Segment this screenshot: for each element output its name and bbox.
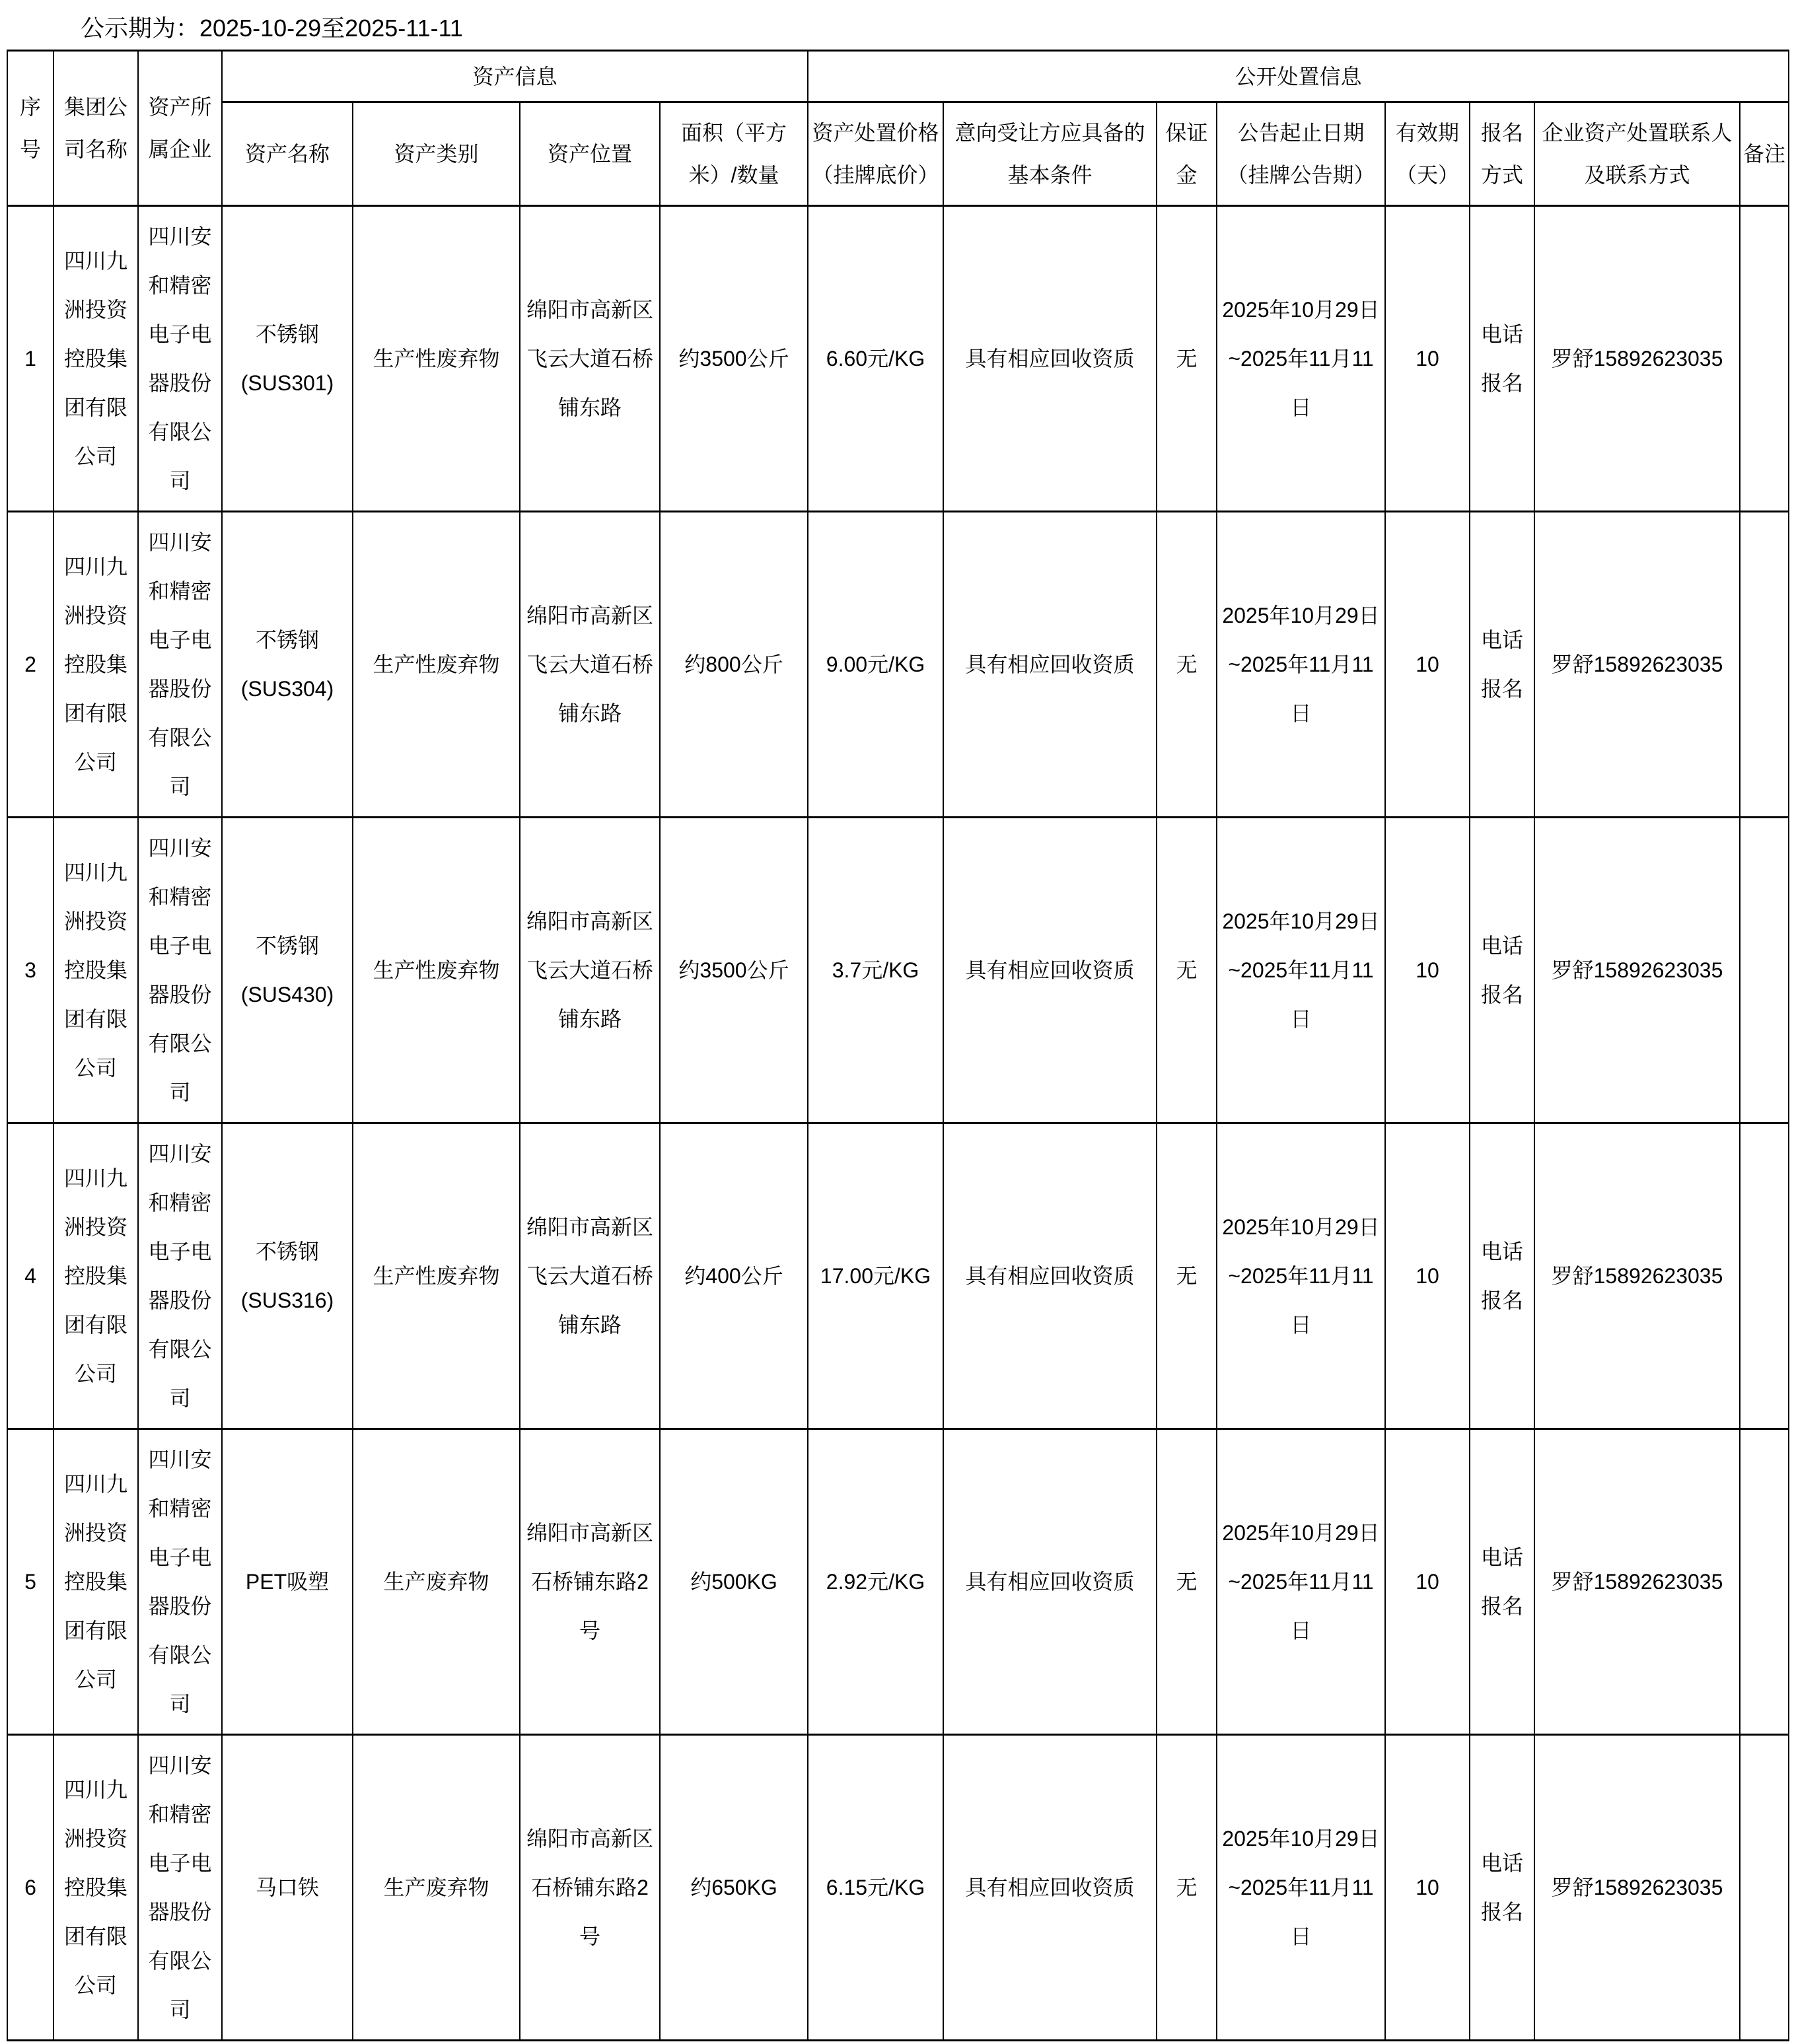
cell-asset-name: PET吸塑 xyxy=(222,1429,353,1735)
table-row xyxy=(7,1123,1789,1429)
col-price: 资产处置价格（挂牌底价） xyxy=(808,102,943,206)
cell-signup: 电话报名 xyxy=(1470,1429,1534,1735)
cell-validity: 10 xyxy=(1385,1735,1470,2041)
table-body xyxy=(7,206,1789,2041)
cell-signup: 电话报名 xyxy=(1470,512,1534,818)
cell-asset-name: 不锈钢(SUS304) xyxy=(222,512,353,818)
cell-asset-type: 生产性废弃物 xyxy=(353,206,520,512)
table-row xyxy=(7,512,1789,818)
table-header xyxy=(7,51,1789,206)
col-asset-location: 资产位置 xyxy=(520,102,660,206)
cell-signup: 电话报名 xyxy=(1470,206,1534,512)
cell-deposit: 无 xyxy=(1157,206,1217,512)
cell-deposit: 无 xyxy=(1157,1735,1217,2041)
col-asset-type: 资产类别 xyxy=(353,102,520,206)
cell-group-company: 四川九洲投资控股集团有限公司 xyxy=(54,1123,138,1429)
cell-price: 17.00元/KG xyxy=(808,1123,943,1429)
cell-asset-type: 生产性废弃物 xyxy=(353,818,520,1123)
cell-remark xyxy=(1740,818,1789,1123)
cell-group-company: 四川九洲投资控股集团有限公司 xyxy=(54,1735,138,2041)
cell-seq: 6 xyxy=(7,1735,54,2041)
cell-owner-company: 四川安和精密电子电器股份有限公司 xyxy=(138,206,222,512)
cell-remark xyxy=(1740,1123,1789,1429)
cell-asset-location: 绵阳市高新区飞云大道石桥铺东路 xyxy=(520,818,660,1123)
cell-remark xyxy=(1740,1429,1789,1735)
page-title: 公示期为：2025-10-29至2025-11-11 xyxy=(81,15,463,42)
cell-seq: 1 xyxy=(7,206,54,512)
cell-price: 6.60元/KG xyxy=(808,206,943,512)
table-row xyxy=(7,818,1789,1123)
cell-notice-period: 2025年10月29日~2025年11月11日 xyxy=(1217,1123,1385,1429)
cell-area-qty: 约3500公斤 xyxy=(660,818,808,1123)
cell-validity: 10 xyxy=(1385,1123,1470,1429)
cell-asset-name: 不锈钢(SUS316) xyxy=(222,1123,353,1429)
cell-seq: 4 xyxy=(7,1123,54,1429)
cell-seq: 3 xyxy=(7,818,54,1123)
cell-contact: 罗舒15892623035 xyxy=(1534,1735,1740,2041)
cell-area-qty: 约500KG xyxy=(660,1429,808,1735)
cell-conditions: 具有相应回收资质 xyxy=(943,512,1157,818)
notice-table xyxy=(7,50,1789,2041)
cell-conditions: 具有相应回收资质 xyxy=(943,206,1157,512)
col-contact: 企业资产处置联系人及联系方式 xyxy=(1534,102,1740,206)
cell-deposit: 无 xyxy=(1157,512,1217,818)
cell-area-qty: 约400公斤 xyxy=(660,1123,808,1429)
cell-signup: 电话报名 xyxy=(1470,1735,1534,2041)
cell-contact: 罗舒15892623035 xyxy=(1534,1429,1740,1735)
cell-notice-period: 2025年10月29日~2025年11月11日 xyxy=(1217,206,1385,512)
table-row xyxy=(7,1735,1789,2041)
cell-deposit: 无 xyxy=(1157,818,1217,1123)
cell-validity: 10 xyxy=(1385,206,1470,512)
cell-group-company: 四川九洲投资控股集团有限公司 xyxy=(54,1429,138,1735)
cell-owner-company: 四川安和精密电子电器股份有限公司 xyxy=(138,512,222,818)
cell-asset-type: 生产性废弃物 xyxy=(353,512,520,818)
cell-asset-name: 不锈钢(SUS430) xyxy=(222,818,353,1123)
cell-seq: 2 xyxy=(7,512,54,818)
cell-asset-name: 马口铁 xyxy=(222,1735,353,2041)
col-signup: 报名方式 xyxy=(1470,102,1534,206)
group-asset-info: 资产信息 xyxy=(222,51,808,102)
cell-contact: 罗舒15892623035 xyxy=(1534,1123,1740,1429)
cell-conditions: 具有相应回收资质 xyxy=(943,1123,1157,1429)
cell-signup: 电话报名 xyxy=(1470,1123,1534,1429)
cell-deposit: 无 xyxy=(1157,1123,1217,1429)
cell-notice-period: 2025年10月29日~2025年11月11日 xyxy=(1217,1735,1385,2041)
cell-remark xyxy=(1740,206,1789,512)
cell-contact: 罗舒15892623035 xyxy=(1534,206,1740,512)
cell-area-qty: 约3500公斤 xyxy=(660,206,808,512)
col-asset-name: 资产名称 xyxy=(222,102,353,206)
cell-owner-company: 四川安和精密电子电器股份有限公司 xyxy=(138,1123,222,1429)
group-disposal-info: 公开处置信息 xyxy=(808,51,1789,102)
col-validity: 有效期（天） xyxy=(1385,102,1470,206)
cell-conditions: 具有相应回收资质 xyxy=(943,818,1157,1123)
cell-price: 2.92元/KG xyxy=(808,1429,943,1735)
cell-remark xyxy=(1740,1735,1789,2041)
cell-validity: 10 xyxy=(1385,512,1470,818)
cell-seq: 5 xyxy=(7,1429,54,1735)
cell-owner-company: 四川安和精密电子电器股份有限公司 xyxy=(138,818,222,1123)
cell-price: 6.15元/KG xyxy=(808,1735,943,2041)
cell-conditions: 具有相应回收资质 xyxy=(943,1429,1157,1735)
header-group-row xyxy=(7,51,1789,102)
cell-area-qty: 约800公斤 xyxy=(660,512,808,818)
cell-deposit: 无 xyxy=(1157,1429,1217,1735)
cell-asset-location: 绵阳市高新区飞云大道石桥铺东路 xyxy=(520,1123,660,1429)
col-area-qty: 面积（平方米）/数量 xyxy=(660,102,808,206)
cell-owner-company: 四川安和精密电子电器股份有限公司 xyxy=(138,1429,222,1735)
header-sub-row xyxy=(7,102,1789,206)
cell-signup: 电话报名 xyxy=(1470,818,1534,1123)
cell-notice-period: 2025年10月29日~2025年11月11日 xyxy=(1217,818,1385,1123)
col-conditions: 意向受让方应具备的基本条件 xyxy=(943,102,1157,206)
table-row xyxy=(7,206,1789,512)
cell-asset-name: 不锈钢(SUS301) xyxy=(222,206,353,512)
cell-owner-company: 四川安和精密电子电器股份有限公司 xyxy=(138,1735,222,2041)
col-group-company: 集团公司名称 xyxy=(54,51,138,206)
col-remark: 备注 xyxy=(1740,102,1789,206)
col-deposit: 保证金 xyxy=(1157,102,1217,206)
table-row xyxy=(7,1429,1789,1735)
cell-asset-type: 生产废弃物 xyxy=(353,1735,520,2041)
col-seq: 序号 xyxy=(7,51,54,206)
cell-asset-location: 绵阳市高新区飞云大道石桥铺东路 xyxy=(520,206,660,512)
cell-group-company: 四川九洲投资控股集团有限公司 xyxy=(54,512,138,818)
col-owner-company: 资产所属企业 xyxy=(138,51,222,206)
cell-notice-period: 2025年10月29日~2025年11月11日 xyxy=(1217,512,1385,818)
col-notice-period: 公告起止日期（挂牌公告期） xyxy=(1217,102,1385,206)
cell-price: 9.00元/KG xyxy=(808,512,943,818)
cell-asset-location: 绵阳市高新区石桥铺东路2号 xyxy=(520,1735,660,2041)
cell-validity: 10 xyxy=(1385,818,1470,1123)
cell-notice-period: 2025年10月29日~2025年11月11日 xyxy=(1217,1429,1385,1735)
cell-group-company: 四川九洲投资控股集团有限公司 xyxy=(54,206,138,512)
cell-asset-location: 绵阳市高新区石桥铺东路2号 xyxy=(520,1429,660,1735)
cell-validity: 10 xyxy=(1385,1429,1470,1735)
cell-asset-type: 生产性废弃物 xyxy=(353,1123,520,1429)
cell-price: 3.7元/KG xyxy=(808,818,943,1123)
cell-asset-type: 生产废弃物 xyxy=(353,1429,520,1735)
cell-remark xyxy=(1740,512,1789,818)
cell-asset-location: 绵阳市高新区飞云大道石桥铺东路 xyxy=(520,512,660,818)
cell-contact: 罗舒15892623035 xyxy=(1534,512,1740,818)
cell-group-company: 四川九洲投资控股集团有限公司 xyxy=(54,818,138,1123)
cell-contact: 罗舒15892623035 xyxy=(1534,818,1740,1123)
cell-area-qty: 约650KG xyxy=(660,1735,808,2041)
cell-conditions: 具有相应回收资质 xyxy=(943,1735,1157,2041)
